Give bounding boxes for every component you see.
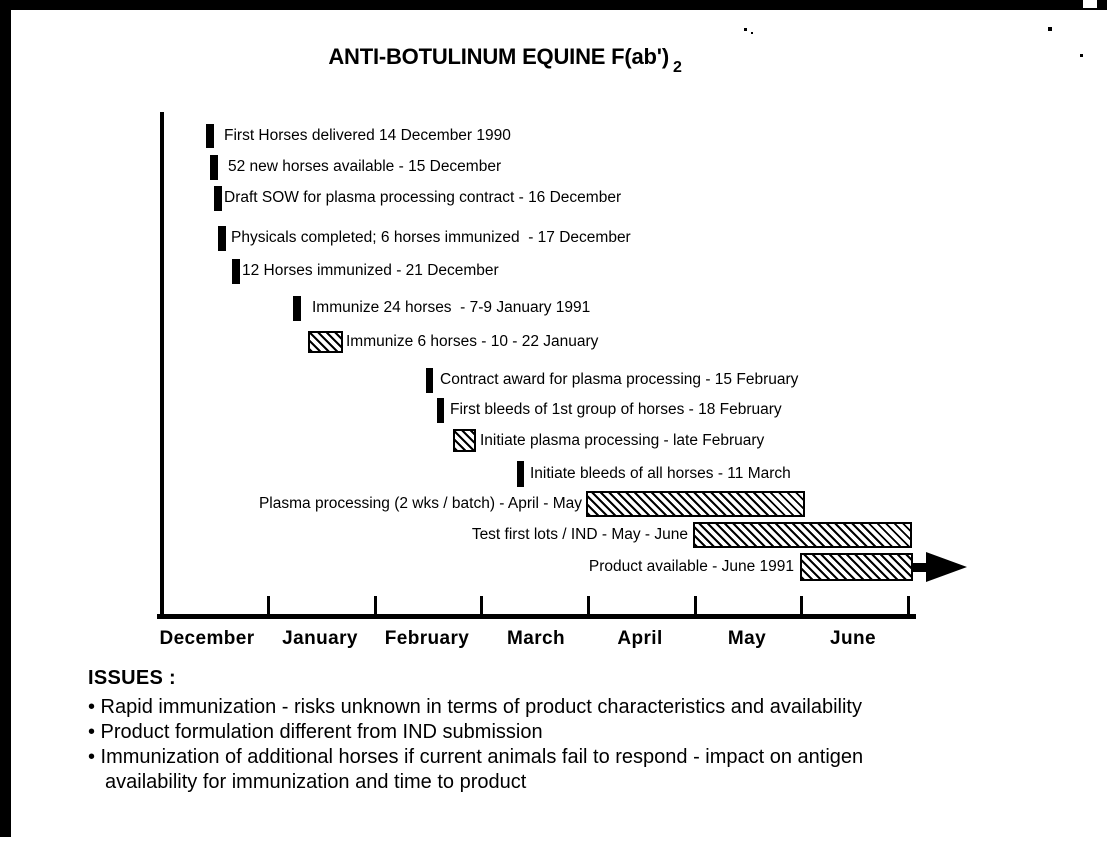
issue-bullet: • Immunization of additional horses if current animals fail to respond - impact on antigen availability for immunization and time to product (88, 746, 864, 793)
axis-month-label: March (507, 628, 565, 649)
duration-bar (308, 331, 343, 353)
axis-month-label: February (384, 628, 470, 649)
chart-title-text: ANTI-BOTULINUM EQUINE F(ab') (328, 44, 669, 69)
task-label: First bleeds of 1st group of horses - 18 February (450, 401, 782, 418)
task-label: Draft SOW for plasma processing contract - 16 December (224, 189, 622, 206)
task-label: Physicals completed; 6 horses immunized - 17 December (231, 229, 631, 246)
milestone-tick (426, 368, 433, 393)
axis-month-label: January (282, 628, 358, 649)
issues-list (88, 695, 1078, 795)
issues-heading: ISSUES : (88, 667, 176, 689)
milestone-tick (232, 259, 240, 284)
task-label: Initiate plasma processing - late February (480, 432, 765, 449)
duration-bar (800, 553, 913, 581)
axis-month-label: June (830, 628, 876, 649)
milestone-tick (206, 124, 214, 148)
issues-section (88, 666, 1078, 795)
task-label: Contract award for plasma processing - 15 February (440, 371, 799, 388)
task-label: Immunize 6 horses - 10 - 22 January (346, 333, 599, 350)
task-label: 12 Horses immunized - 21 December (242, 262, 499, 279)
timeline-arrow-head (926, 552, 967, 582)
chart-title-subscript: 2 (672, 59, 682, 76)
task-label: Test first lots / IND - May - June (471, 526, 688, 543)
milestone-tick (210, 155, 218, 180)
task-label: Plasma processing (2 wks / batch) - April - May (258, 495, 582, 512)
axis-month-label: December (159, 628, 255, 649)
axis-month-label: May (727, 628, 767, 649)
milestone-tick (218, 226, 226, 251)
task-label: First Horses delivered 14 December 1990 (224, 127, 511, 144)
task-label: Immunize 24 horses - 7-9 January 1991 (312, 299, 591, 316)
duration-bar (453, 429, 476, 452)
issue-bullet: • Rapid immunization - risks unknown in terms of product characteristics and availability (88, 696, 862, 718)
milestone-tick (517, 461, 524, 487)
task-label: Initiate bleeds of all horses - 11 March (530, 465, 791, 482)
duration-bar (693, 522, 912, 548)
milestone-tick (437, 398, 444, 423)
milestone-tick (293, 296, 301, 321)
milestone-tick (214, 186, 222, 211)
issue-bullet: • Product formulation different from IND submission (88, 721, 543, 743)
axis-month-label: April (617, 628, 663, 649)
task-label: Product available - June 1991 (588, 558, 794, 575)
duration-bar (586, 491, 805, 517)
task-label: 52 new horses available - 15 December (228, 158, 502, 175)
